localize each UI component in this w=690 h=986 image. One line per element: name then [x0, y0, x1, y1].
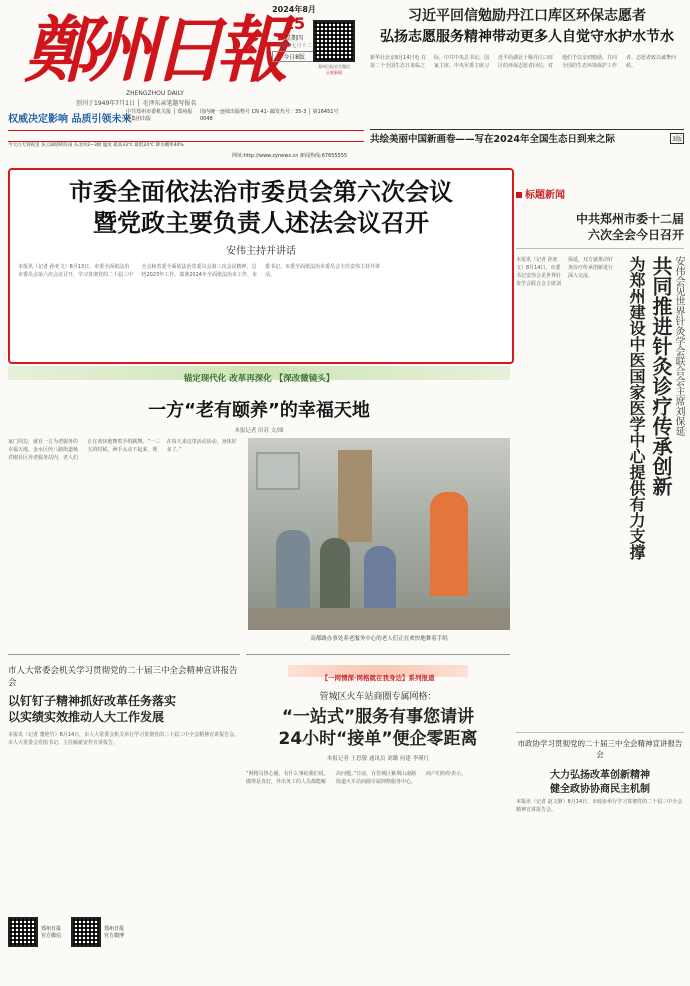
- issn-info: 国内统一连续出版物号 CN 41-0048: [200, 109, 269, 122]
- qr-caption: 郑州日报官方微信: [318, 64, 350, 69]
- qr-code-icon: [8, 917, 38, 947]
- lead-story: [8, 168, 514, 364]
- story-banner[interactable]: [370, 129, 684, 146]
- service-sub: 管城区火车站商圈专属网格：: [319, 692, 437, 702]
- masthead-title: 鄭州日報: [24, 7, 281, 92]
- weather-text: 今天白天到夜里 多云间晴转阵雨 东北风2~3级 温度 最高33℃ 最低24℃ 降水概率40%: [8, 143, 184, 148]
- banner-page: 3版: [670, 133, 684, 144]
- story-title-2[interactable]: 弘扬志愿服务精神带动更多人自觉守水护水节水: [380, 29, 674, 45]
- feature-caption: 高都路办事处养老服务中心的老人们正在欢快地舞着手绢: [310, 636, 448, 642]
- date-year-month: 2024年8月: [272, 5, 316, 14]
- photo-window: [256, 452, 300, 490]
- masthead: [8, 4, 364, 146]
- left-column-story: [8, 654, 240, 983]
- left-body: 本报讯（记者 董艳竹）8月14日，市人大常委会机关举行学习贯彻党的二十届三中全会精神宣讲报告会。市人大常委会党组书记、主任喻新安作宣讲报告。: [8, 732, 240, 746]
- masthead-pinyin: ZHENGZHOU DAILY: [126, 90, 184, 97]
- pages-count: 今日8版: [272, 51, 316, 62]
- lead-subtitle: 安伟主持并讲话: [226, 246, 296, 257]
- left-title-small: 市人大常委会机关学习贯彻党的二十届三中全会精神宣讲报告会: [8, 666, 238, 688]
- photo-person-2: [320, 538, 350, 610]
- left-title-big-1[interactable]: 以钉钉子精神抓好改革任务落实: [8, 694, 177, 708]
- vertical-title-1[interactable]: 共同推进针灸诊疗传承创新: [649, 256, 673, 496]
- bottom-title-big-1[interactable]: 大力弘扬改革创新精神: [550, 770, 650, 781]
- date-day: 15: [282, 14, 306, 33]
- service-story: [246, 654, 510, 983]
- right-column: [516, 186, 684, 984]
- story-body: 新华社北京8月14日电 在第二个全国生态日来临之际，中共中央总书记、国家主席、中央军委主席习近平给湖北十堰丹江口库区的环保志愿者回信，对他们予以亲切勉励，并向全国的生态环境保护工作者、志愿者致以诚挚问候。: [370, 55, 677, 69]
- feature-photo[interactable]: [248, 438, 510, 630]
- service-byline: 本报记者 王思敬 通讯员 刘璐 何建 李瑾红: [326, 756, 430, 762]
- service-kicker: 【一网情深·网格就在我身边】系列报道: [321, 674, 435, 682]
- banner-text: 共绘美丽中国新画卷——写在2024年全国生态日到来之际: [370, 134, 615, 145]
- website-line: 网址:http://www.zynews.cn 新闻热线:67655555: [232, 153, 348, 159]
- footer-qr-row: [8, 917, 240, 947]
- footer-qr-1-label: 郑州日报 官方微信: [41, 926, 62, 939]
- bottom-divider: [516, 732, 684, 733]
- photo-woman-orange: [430, 492, 468, 596]
- service-kicker-bar: [288, 665, 468, 682]
- left-title-big-2[interactable]: 以实绩实效推动人大工作发展: [8, 710, 165, 724]
- slogan: 权威决定影响 品质引领未来: [8, 114, 132, 125]
- section-marker-icon: [516, 192, 522, 198]
- photo-door: [338, 450, 372, 542]
- vertical-subtitle: 安伟会见世界针灸学会联合会主席刘保延: [673, 256, 684, 436]
- story-title-1[interactable]: 习近平回信勉励丹江口库区环保志愿者: [408, 8, 646, 24]
- right-body: 本报讯（记者 孙亚文）8月14日，市委书记安伟会见世界针灸学会联合会主席刘保延，双方就推动针灸诊疗传承创新进行深入交流。: [516, 257, 614, 287]
- publisher-info: 中共郑州市委机关报 │ 郑州报业集团出版: [126, 109, 193, 122]
- lead-body: 本报讯（记者 孙亚文）8月13日，市委全面依法治市委员会第六次会议召开，学习贯彻党的二十届三中全会和省委全面依法治省委员会第三次会议精神，总结2023年工作，部署2024年全面依法治市工作。市委书记、市委全面依法治市委员会主任安伟主持并讲话。: [18, 264, 381, 278]
- section-label: [516, 186, 684, 201]
- lead-title-1[interactable]: 市委全面依法治市委员会第六次会议: [69, 178, 453, 206]
- bottom-title-small: 市政协学习贯彻党的二十届三中全会精神宣讲报告会: [517, 739, 683, 759]
- footer-qr-1[interactable]: [8, 917, 61, 947]
- masthead-founded: 创刊于1949年7月1日 │ 毛泽东亲笔题写报名: [76, 100, 197, 107]
- section-label-text: 标题新闻: [525, 190, 565, 201]
- feature-kicker: 锚定现代化 改革再深化 【深改微镜头】: [183, 374, 335, 384]
- date-lunar: 甲辰年七月十二: [276, 43, 312, 49]
- feature-title[interactable]: 一方“老有颐养”的幸福天地: [148, 400, 370, 421]
- service-title-1[interactable]: “一站式”服务有事您请讲: [281, 707, 475, 727]
- feature-byline: 本报记者 田苏 文/图: [234, 428, 284, 434]
- feature-kicker-bar: [8, 366, 510, 384]
- vertical-title-2[interactable]: 为郑州建设中医国家医学中心提供有力支撑: [627, 256, 646, 560]
- footer-qr-2[interactable]: [71, 917, 124, 947]
- photo-floor: [248, 608, 510, 630]
- headline-2[interactable]: 六次全会今日召开: [587, 228, 684, 242]
- bottom-title-big-2[interactable]: 健全政协协商民主机制: [550, 784, 650, 795]
- qr-code-icon: [71, 917, 101, 947]
- qr-caption-2: 正观新闻: [326, 70, 342, 75]
- masthead-qr: [310, 4, 358, 84]
- weather-bar: [8, 130, 364, 148]
- headline-1[interactable]: 中共郑州市委十二届: [575, 212, 684, 226]
- top-right-story: [370, 6, 684, 146]
- feature-body: 家门周边，就有一方为老服务的幸福天地。金水区经八路街道杨君刚社区养老服务站内，老人们正在欢快地舞着手绢跳舞。“一三五的时候，两手太动不起来，现在每天来这里活动活动，身体好多了。”: [8, 439, 237, 461]
- feature-story: [8, 366, 510, 648]
- photo-person-1: [276, 530, 310, 610]
- footer-qr-2-label: 郑州日报 官方微博: [104, 926, 125, 939]
- qr-code-icon[interactable]: [313, 20, 355, 62]
- lead-title-2[interactable]: 暨党政主要负责人述法会议召开: [93, 209, 429, 237]
- photo-person-3: [364, 546, 396, 610]
- headline-divider: [516, 248, 684, 249]
- service-body: “网格员热心肠，有什么事给我们说。做得是真好，外出务工的人员都能解决问题。”日前，在管城区紫荆山南路街道火车站商圈专属网格服务中心，商户们纷纷表示。: [246, 771, 467, 785]
- date-weekday: 星期四: [284, 35, 303, 42]
- service-title-2[interactable]: 24小时“接单”便企零距离: [278, 729, 478, 749]
- postcode-info: 邮发代号：35-3 │ 第16451号: [270, 109, 339, 115]
- bottom-body: 本报讯（记者 赵文静）8月14日，市政协举行学习贯彻党的二十届三中全会精神宣讲报告会。: [516, 799, 683, 813]
